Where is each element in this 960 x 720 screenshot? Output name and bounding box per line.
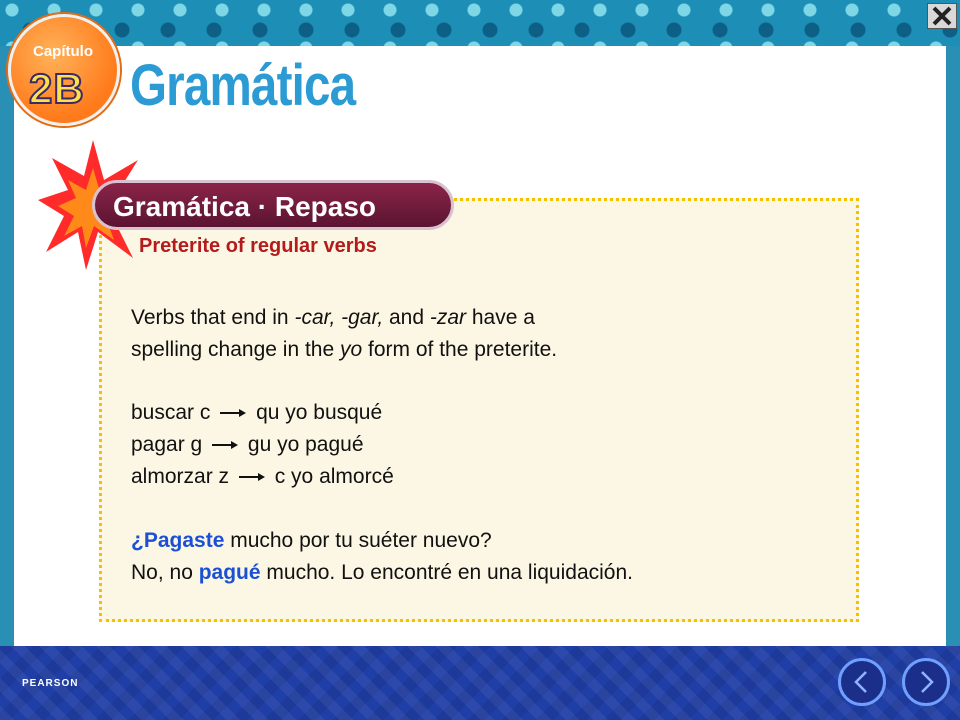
example-question-verb: ¿Pagaste — [131, 529, 225, 552]
pearson-logo: PEARSON — [22, 678, 79, 689]
chapter-label: Capítulo — [33, 43, 93, 60]
arrow-right-icon — [220, 408, 246, 418]
banner-title: Gramática · Repaso — [113, 191, 376, 222]
close-button[interactable] — [927, 3, 957, 29]
rule-change: gu yo pagué — [247, 433, 364, 456]
rule-verb: almorzar z — [131, 465, 230, 488]
right-border — [946, 46, 960, 646]
example-answer-start: No, no — [131, 561, 199, 584]
example-question-rest: mucho por tu suéter nuevo? — [224, 529, 492, 552]
intro-endings: -car, -gar, — [294, 306, 384, 329]
left-border — [0, 46, 14, 646]
intro-line-1 — [131, 302, 535, 334]
example-answer — [131, 557, 633, 589]
example-answer-rest: mucho. Lo encontré en una liquidación. — [260, 561, 633, 584]
intro-yo: yo — [340, 338, 363, 361]
chapter-badge — [8, 14, 120, 126]
section-subtitle: Preterite of regular verbs — [139, 235, 377, 257]
example-question — [131, 525, 492, 557]
rule-row — [131, 461, 394, 493]
top-decorative-band — [0, 0, 960, 46]
page-title: Gramática — [130, 53, 356, 118]
arrow-right-icon — [239, 472, 265, 482]
chapter-number: 2B — [29, 65, 85, 112]
intro-text: Verbs that end in — [131, 306, 295, 329]
rule-row — [131, 429, 364, 461]
rule-verb: buscar c — [131, 401, 211, 424]
intro-text: spelling change in the — [131, 338, 340, 361]
rule-row — [131, 397, 382, 429]
example-answer-verb: pagué — [198, 561, 261, 584]
chevron-right-icon — [914, 670, 938, 694]
next-button[interactable] — [902, 658, 950, 706]
intro-text: form of the preterite. — [362, 338, 558, 361]
rule-verb: pagar g — [131, 433, 203, 456]
intro-ending-zar: -zar — [429, 306, 467, 329]
intro-line-2 — [131, 334, 557, 366]
close-icon — [931, 6, 953, 26]
bottom-decorative-band — [0, 646, 960, 720]
chevron-left-icon — [850, 670, 874, 694]
intro-text: and — [383, 306, 430, 329]
rule-change: qu yo busqué — [256, 401, 383, 424]
repaso-banner — [92, 180, 454, 230]
previous-button[interactable] — [838, 658, 886, 706]
arrow-right-icon — [212, 440, 238, 450]
rule-change: c yo almorcé — [274, 465, 394, 488]
intro-text: have a — [466, 306, 535, 329]
